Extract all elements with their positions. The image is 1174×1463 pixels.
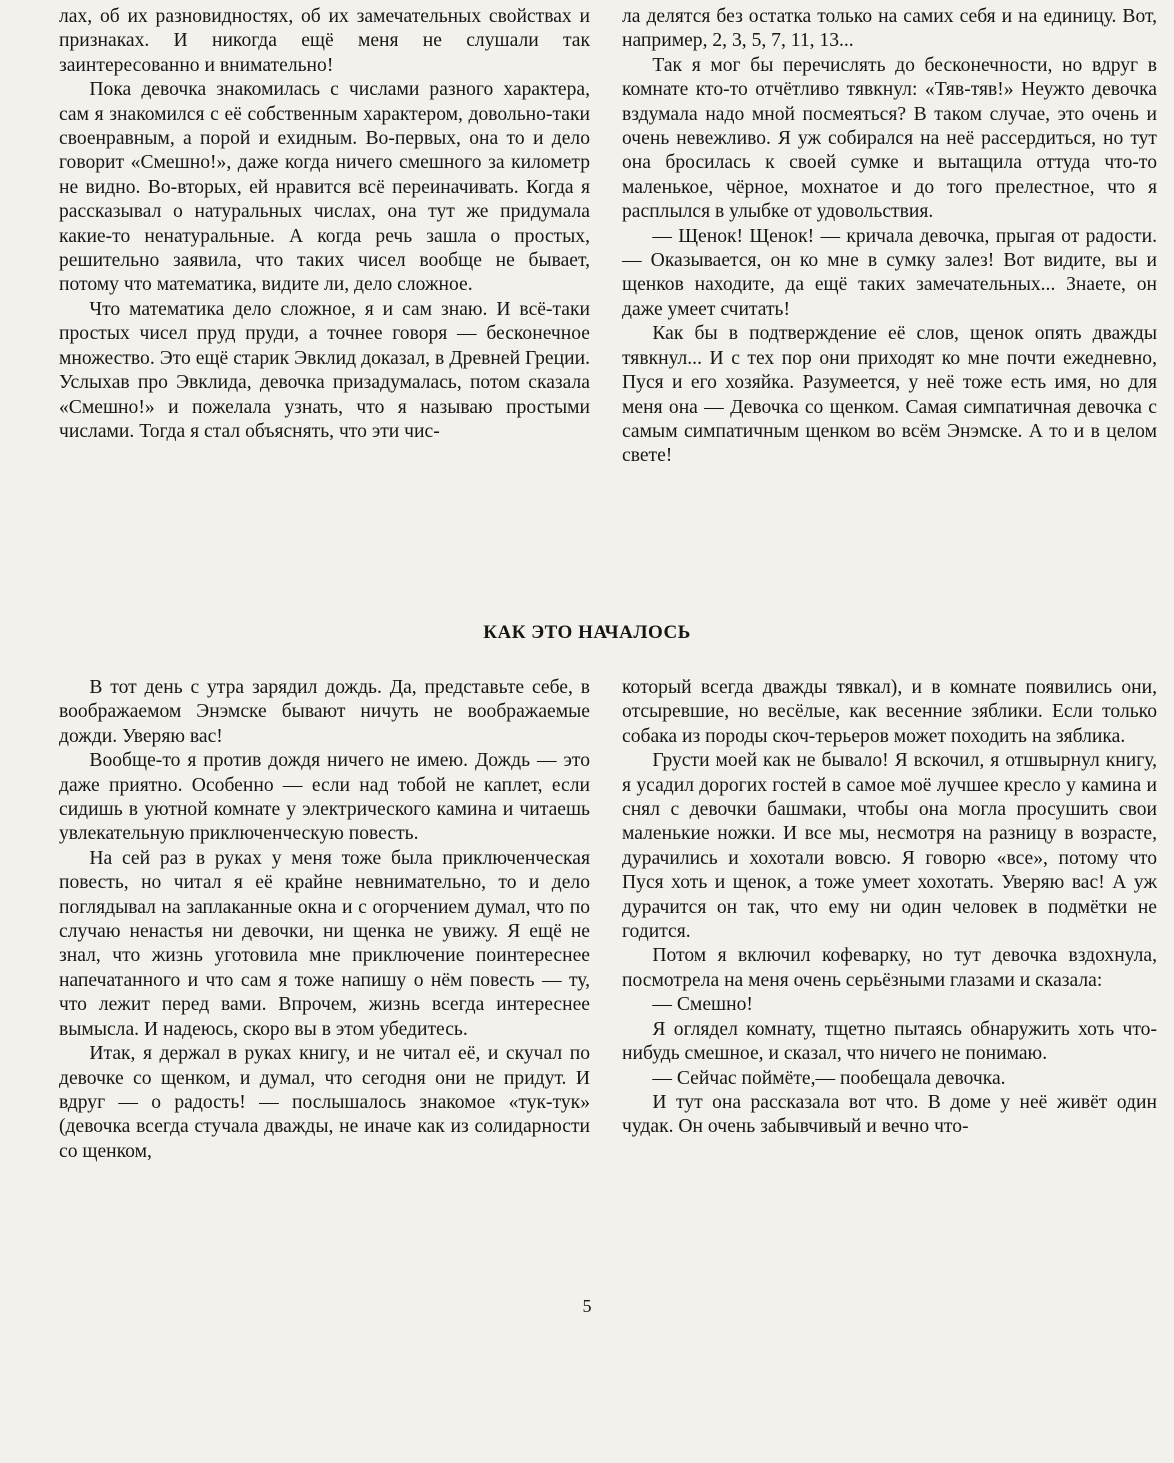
paragraph: На сей раз в руках у меня тоже была приключенческая повесть, но читал я её крайне невнимательно, то и дело поглядывал на заплаканные окна и с огорчением думал, что по случаю ненастья ни девочки, ни щенка не увижу. Я ещё не знал, что жизнь уготовила мне приключение поинтереснее напечатанного и что сам я тоже напишу о нём повесть — ту, что лежит перед вами. Впрочем, жизнь всегда интереснее вымысла. И надеюсь, скоро вы в этом убедитесь.: [59, 847, 590, 1040]
paragraph: Вообще-то я против дождя ничего не имею. Дождь — это даже приятно. Особенно — если над тобой не каплет, если сидишь в уютной комнате у электрического камина и читаешь увлекательную приключенческую повесть.: [59, 750, 590, 845]
top-left-column: [59, 5, 590, 444]
paragraph: Потом я включил кофеварку, но тут девочка вздохнула, посмотрела на меня очень серьёзными глазами и сказала:: [622, 945, 1157, 991]
bottom-right-column: [622, 676, 1157, 1140]
paragraph: Пока девочка знакомилась с числами разного характера, сам я знакомился с её собственным характером, довольно-таки своенравным, а порой и ехидным. Во-первых, она то и дело говорит «Смешно!», даже когда ничего смешного за километр не видно. Во-вторых, ей нравится всё переиначивать. Когда я рассказывал о натуральных числах, она тут же придумала какие-то ненатуральные. А когда речь зашла о простых, решительно заявила, что таких чисел вообще не бывает, потому что математика, видите ли, дело сложное.: [59, 79, 590, 296]
paragraph: Что математика дело сложное, я и сам знаю. И всё-таки простых чисел пруд пруди, а точнее говоря — бесконечное множество. Это ещё старик Эвклид доказал, в Древней Греции. Услыхав про Эвклида, девочка призадумалась, потом сказала «Смешно!» и пожелала узнать, что я называю простыми числами. Тогда я стал объяснять, что эти чис-: [59, 298, 590, 442]
paragraph: Итак, я держал в руках книгу, и не читал её, и скучал по девочке со щенком, и думал, что сегодня они не придут. И вдруг — о радость! — послышалось знакомое «тук-тук» (девочка всегда стучала дважды, не иначе как из солидарности со щенком,: [59, 1043, 590, 1162]
paragraph: — Сейчас поймёте,— пообещала девочка.: [652, 1067, 1006, 1089]
paragraph: И тут она рассказала вот что. В доме у неё живёт один чудак. Он очень забывчивый и вечно что-: [622, 1091, 1157, 1138]
paragraph: Так я мог бы перечислять до бесконечности, но вдруг в комнате кто-то отчётливо тявкнул: «Тяв-тяв!» Неужто девочка вздумала надо мной посмеяться? В таком случае, это очень и очень невежливо. Я уж собирался на неё рассердиться, но тут она бросилась к своей сумке и вытащила оттуда что-то маленькое, чёрное, мохнатое и до того прелестное, что я расплылся в улыбке от удовольствия.: [622, 54, 1157, 223]
top-right-column: [622, 5, 1157, 469]
paragraph: лах, об их разновидностях, об их замечательных свойствах и признаках. И никогда ещё меня не слушали так заинтересованно и внимательно!: [59, 6, 590, 76]
paragraph: Как бы в подтверждение её слов, щенок опять дважды тявкнул... И с тех пор они приходят ко мне почти ежедневно, Пуся и его хозяйка. Разумеется, у неё тоже есть имя, но для меня она — Девочка со щенком. Самая симпатичная девочка с самым симпатичным щенком во всём Энэмске. А то и в целом свете!: [622, 323, 1157, 467]
paragraph: — Смешно!: [652, 994, 753, 1016]
paragraph: Я оглядел комнату, тщетно пытаясь обнаружить хоть что-нибудь смешное, и сказал, что ничего не понимаю.: [622, 1018, 1157, 1065]
page-number: 5: [582, 1296, 592, 1316]
bottom-left-column: [59, 676, 590, 1164]
paragraph: В тот день с утра зарядил дождь. Да, представьте себе, в воображаемом Энэмске бывают ничуть не воображаемые дожди. Уверяю вас!: [59, 677, 590, 747]
paragraph: который всегда дважды тявкал), и в комнате появились они, отсыревшие, но весёлые, как весенние зяблики. Если только собака из породы скоч-терьеров может походить на зяблика.: [622, 677, 1157, 747]
section-title: КАК ЭТО НАЧАЛОСЬ: [483, 622, 691, 643]
paragraph: Грусти моей как не бывало! Я вскочил, я отшвырнул книгу, я усадил дорогих гостей в самое моё лучшее кресло у камина и снял с девочки башмаки, чтобы она могла просушить свои маленькие ножки. И все мы, несмотря на разницу в возрасте, дурачились и хохотали вовсю. Я говорю «все», потому что Пуся хоть и щенок, а тоже умеет хохотать. Уверяю вас! А уж дурачится он так, что ему ни один человек в подмётки не годится.: [622, 750, 1157, 943]
paragraph: ла делятся без остатка только на самих себя и на единицу. Вот, например, 2, 3, 5, 7, 11, 13...: [622, 6, 1157, 52]
paragraph: — Щенок! Щенок! — кричала девочка, прыгая от радости.— Оказывается, он ко мне в сумку залез! Вот видите, вы и щенков находите, да ещё таких замечательных... Знаете, он даже умеет считать!: [622, 225, 1157, 320]
